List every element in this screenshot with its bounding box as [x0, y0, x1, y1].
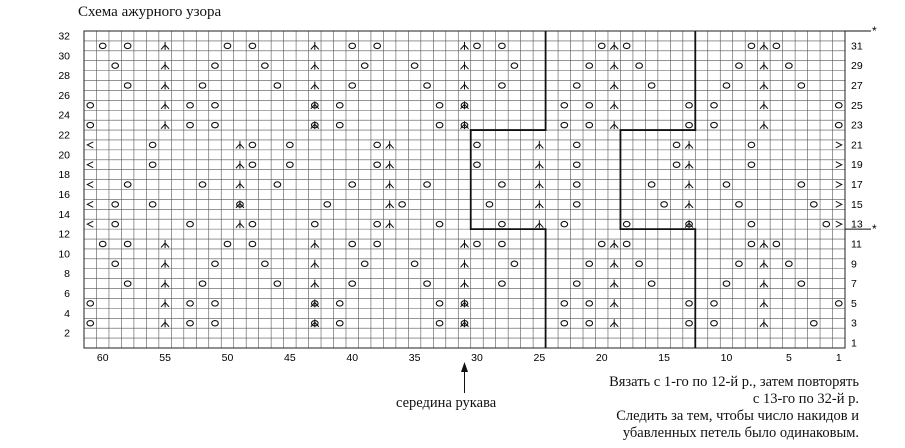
central-decrease-symbol	[461, 240, 469, 248]
central-decrease-symbol	[760, 319, 768, 327]
yarn-over-symbol	[823, 221, 830, 226]
yarn-over-symbol	[249, 162, 256, 167]
column-label: 25	[533, 352, 546, 364]
edge-decrease-symbol	[836, 221, 842, 227]
yarn-over-symbol	[736, 261, 743, 266]
yarn-over-symbol	[212, 301, 219, 306]
row-label-left: 6	[64, 288, 70, 301]
yarn-over-symbol	[499, 241, 506, 246]
yarn-over-symbol	[573, 162, 580, 167]
yarn-over-symbol	[349, 182, 356, 187]
yarn-over-symbol	[212, 261, 219, 266]
yarn-over-symbol	[212, 103, 219, 108]
yarn-over-symbol	[673, 162, 680, 167]
yarn-over-symbol	[573, 83, 580, 88]
yarn-over-symbol	[511, 261, 518, 266]
central-decrease-symbol	[610, 319, 618, 327]
yarn-over-symbol	[511, 63, 518, 68]
column-label: 5	[785, 352, 792, 364]
central-decrease-symbol	[161, 319, 169, 327]
central-decrease-symbol	[161, 280, 169, 288]
central-decrease-symbol	[461, 260, 469, 268]
yarn-over-symbol	[411, 63, 418, 68]
yarn-over-symbol	[648, 83, 655, 88]
central-decrease-symbol	[386, 161, 394, 169]
central-decrease-symbol	[386, 220, 394, 228]
row-label-left: 4	[64, 307, 70, 320]
yarn-over-symbol	[374, 221, 381, 226]
yarn-over-symbol	[748, 142, 755, 147]
yarn-over-symbol	[561, 321, 568, 326]
row-label-right: 3	[851, 317, 857, 330]
yarn-over-symbol	[499, 281, 506, 286]
central-decrease-symbol	[311, 260, 319, 268]
yarn-over-symbol	[112, 202, 119, 207]
central-decrease-symbol	[311, 240, 319, 248]
central-decrease-symbol	[461, 81, 469, 89]
column-label: 30	[471, 352, 483, 364]
edge-decrease-symbol	[87, 182, 93, 188]
central-decrease-symbol	[236, 220, 244, 228]
yarn-over-symbol	[798, 281, 805, 286]
yarn-over-symbol	[499, 83, 506, 88]
yarn-over-symbol	[274, 281, 281, 286]
yarn-over-symbol	[474, 162, 481, 167]
central-decrease-symbol	[236, 161, 244, 169]
yarn-over-symbol	[573, 182, 580, 187]
yarn-over-symbol	[187, 122, 194, 127]
row-label-right: 5	[851, 297, 857, 310]
edge-decrease-symbol	[836, 162, 842, 168]
yarn-over-symbol	[686, 103, 693, 108]
chart-title: Схема ажурного узора	[78, 4, 222, 20]
yarn-over-symbol	[436, 122, 443, 127]
yarn-over-symbol	[262, 261, 269, 266]
yarn-over-symbol	[573, 142, 580, 147]
yarn-over-symbol	[349, 281, 356, 286]
central-decrease-symbol	[610, 62, 618, 70]
yarn-over-symbol	[124, 182, 131, 187]
yarn-over-symbol	[374, 142, 381, 147]
yarn-over-symbol	[212, 321, 219, 326]
yarn-over-symbol	[736, 63, 743, 68]
column-label: 1	[835, 352, 842, 364]
yarn-over-symbol	[87, 103, 94, 108]
yarn-over-symbol	[249, 241, 256, 246]
yarn-over-symbol	[249, 142, 256, 147]
row-label-right: 27	[851, 79, 863, 92]
central-decrease-symbol	[610, 260, 618, 268]
yarn-over-symbol	[636, 63, 643, 68]
central-decrease-symbol	[760, 240, 768, 248]
central-decrease-symbol	[311, 280, 319, 288]
yarn-over-symbol	[374, 162, 381, 167]
yarn-over-symbol	[499, 221, 506, 226]
yarn-over-symbol	[112, 221, 119, 226]
row-label-left: 14	[58, 208, 70, 221]
central-decrease-symbol	[161, 260, 169, 268]
yarn-over-symbol	[811, 202, 818, 207]
yarn-over-symbol	[212, 63, 219, 68]
central-decrease-symbol	[610, 81, 618, 89]
column-label: 35	[408, 352, 421, 364]
yarn-over-symbol	[748, 241, 755, 246]
repeat-marker-star: *	[872, 24, 877, 38]
yarn-over-symbol	[149, 162, 156, 167]
central-decrease-symbol	[161, 299, 169, 307]
central-decrease-symbol	[386, 141, 394, 149]
central-decrease-symbol	[236, 141, 244, 149]
yarn-over-symbol	[224, 43, 231, 48]
yarn-over-symbol	[374, 241, 381, 246]
yarn-over-symbol	[686, 122, 693, 127]
note-line-2: с 13-го по 32-й р.	[752, 391, 859, 407]
yarn-over-symbol	[723, 281, 730, 286]
yarn-over-symbol	[499, 43, 506, 48]
yarn-over-symbol	[187, 321, 194, 326]
edge-decrease-symbol	[87, 142, 93, 148]
yarn-over-symbol	[436, 221, 443, 226]
column-label: 60	[96, 352, 109, 364]
central-decrease-symbol	[535, 181, 543, 189]
central-decrease-symbol	[535, 220, 543, 228]
column-label: 10	[720, 352, 733, 364]
central-decrease-symbol	[311, 42, 319, 50]
row-label-left: 10	[58, 248, 70, 261]
central-decrease-symbol	[610, 240, 618, 248]
sleeve-middle-arrowhead	[461, 362, 468, 372]
yarn-over-symbol	[349, 83, 356, 88]
row-label-right: 15	[851, 198, 863, 211]
edge-decrease-symbol	[836, 182, 842, 188]
yarn-over-symbol	[249, 221, 256, 226]
column-label: 20	[595, 352, 608, 364]
central-decrease-symbol	[535, 200, 543, 208]
yarn-over-symbol	[149, 202, 156, 207]
edge-decrease-symbol	[87, 221, 93, 227]
yarn-over-symbol	[424, 83, 431, 88]
central-decrease-symbol	[610, 280, 618, 288]
column-label: 40	[346, 352, 359, 364]
row-label-right: 31	[851, 40, 863, 53]
yarn-over-symbol	[349, 241, 356, 246]
yarn-over-symbol	[835, 103, 842, 108]
yarn-over-symbol	[436, 321, 443, 326]
yarn-over-symbol	[561, 221, 568, 226]
yarn-over-symbol	[835, 122, 842, 127]
central-decrease-symbol	[161, 81, 169, 89]
yarn-over-symbol	[648, 182, 655, 187]
yarn-over-symbol	[723, 182, 730, 187]
yarn-over-symbol	[349, 43, 356, 48]
yarn-over-symbol	[436, 103, 443, 108]
yarn-over-symbol	[124, 43, 131, 48]
row-label-right: 13	[851, 218, 863, 231]
yarn-over-symbol	[274, 83, 281, 88]
central-decrease-symbol	[760, 260, 768, 268]
yarn-over-symbol	[773, 43, 780, 48]
central-decrease-symbol	[461, 280, 469, 288]
row-label-left: 16	[58, 188, 70, 201]
central-decrease-symbol	[461, 62, 469, 70]
yarn-over-symbol	[399, 202, 406, 207]
yarn-over-symbol	[623, 221, 630, 226]
central-decrease-symbol	[161, 101, 169, 109]
yarn-over-symbol	[212, 122, 219, 127]
instructions-note	[459, 374, 859, 442]
central-decrease-symbol	[610, 42, 618, 50]
row-label-left: 22	[58, 129, 70, 142]
row-label-left: 24	[58, 109, 70, 122]
yarn-over-symbol	[586, 301, 593, 306]
yarn-over-symbol	[124, 281, 131, 286]
row-label-right: 29	[851, 60, 863, 73]
central-decrease-symbol	[311, 62, 319, 70]
yarn-over-symbol	[424, 281, 431, 286]
central-decrease-symbol	[685, 200, 693, 208]
yarn-over-symbol	[149, 142, 156, 147]
yarn-over-symbol	[598, 43, 605, 48]
yarn-over-symbol	[686, 301, 693, 306]
yarn-over-symbol	[187, 103, 194, 108]
note-line-4: убавленных петель было одинаковым.	[622, 425, 859, 441]
yarn-over-symbol	[112, 261, 119, 266]
central-decrease-symbol	[760, 280, 768, 288]
yarn-over-symbol	[786, 63, 793, 68]
row-label-left: 18	[58, 169, 70, 182]
yarn-over-symbol	[811, 321, 818, 326]
column-label: 55	[159, 352, 171, 364]
row-label-left: 30	[58, 50, 70, 63]
yarn-over-symbol	[748, 43, 755, 48]
central-decrease-symbol	[760, 299, 768, 307]
yarn-over-symbol	[598, 241, 605, 246]
note-line-1: Вязать с 1-го по 12-й р., затем повторять	[609, 374, 859, 390]
yarn-over-symbol	[199, 182, 206, 187]
yarn-over-symbol	[711, 122, 718, 127]
row-label-right: 25	[851, 99, 863, 112]
yarn-over-symbol	[199, 281, 206, 286]
yarn-over-symbol	[786, 261, 793, 266]
yarn-over-symbol	[586, 63, 593, 68]
yarn-over-symbol	[336, 103, 343, 108]
yarn-over-symbol	[561, 103, 568, 108]
yarn-over-symbol	[748, 162, 755, 167]
central-decrease-symbol	[311, 81, 319, 89]
yarn-over-symbol	[187, 301, 194, 306]
yarn-over-symbol	[199, 83, 206, 88]
yarn-over-symbol	[499, 182, 506, 187]
row-label-left: 12	[58, 228, 70, 241]
yarn-over-symbol	[374, 43, 381, 48]
note-line-3: Следить за тем, чтобы число накидов и	[616, 408, 859, 424]
yarn-over-symbol	[623, 43, 630, 48]
yarn-over-symbol	[586, 122, 593, 127]
row-label-left: 8	[64, 268, 70, 281]
edge-decrease-symbol	[836, 201, 842, 207]
row-label-left: 32	[58, 30, 70, 43]
central-decrease-symbol	[685, 141, 693, 149]
column-label: 45	[284, 352, 296, 364]
yarn-over-symbol	[736, 202, 743, 207]
yarn-over-symbol	[87, 301, 94, 306]
central-decrease-symbol	[610, 121, 618, 129]
central-decrease-symbol	[386, 200, 394, 208]
central-decrease-symbol	[535, 141, 543, 149]
yarn-over-symbol	[87, 122, 94, 127]
central-decrease-symbol	[535, 161, 543, 169]
yarn-over-symbol	[311, 221, 318, 226]
yarn-over-symbol	[748, 221, 755, 226]
row-label-left: 2	[64, 327, 70, 340]
yarn-over-symbol	[586, 103, 593, 108]
central-decrease-symbol	[236, 181, 244, 189]
yarn-over-symbol	[723, 83, 730, 88]
yarn-over-symbol	[586, 261, 593, 266]
yarn-over-symbol	[112, 63, 119, 68]
yarn-over-symbol	[324, 202, 331, 207]
central-decrease-symbol	[760, 42, 768, 50]
yarn-over-symbol	[561, 122, 568, 127]
yarn-over-symbol	[187, 221, 194, 226]
yarn-over-symbol	[424, 182, 431, 187]
column-label: 15	[658, 352, 670, 364]
yarn-over-symbol	[623, 241, 630, 246]
yarn-over-symbol	[573, 281, 580, 286]
central-decrease-symbol	[161, 62, 169, 70]
column-label: 50	[221, 352, 234, 364]
row-label-right: 11	[851, 238, 862, 251]
yarn-over-symbol	[561, 301, 568, 306]
yarn-over-symbol	[99, 43, 106, 48]
yarn-over-symbol	[336, 321, 343, 326]
yarn-over-symbol	[835, 301, 842, 306]
yarn-over-symbol	[436, 301, 443, 306]
central-decrease-symbol	[685, 161, 693, 169]
yarn-over-symbol	[274, 182, 281, 187]
yarn-over-symbol	[124, 83, 131, 88]
yarn-over-symbol	[361, 261, 368, 266]
sleeve-middle-label: середина рукава	[396, 395, 497, 411]
row-label-right: 17	[851, 179, 863, 192]
yarn-over-symbol	[361, 63, 368, 68]
central-decrease-symbol	[760, 121, 768, 129]
central-decrease-symbol	[161, 42, 169, 50]
central-decrease-symbol	[685, 181, 693, 189]
edge-decrease-symbol	[87, 162, 93, 168]
yarn-over-symbol	[336, 122, 343, 127]
yarn-over-symbol	[249, 43, 256, 48]
yarn-over-symbol	[336, 301, 343, 306]
row-label-left: 20	[58, 149, 70, 162]
row-label-right: 1	[851, 337, 857, 350]
yarn-over-symbol	[711, 321, 718, 326]
yarn-over-symbol	[474, 241, 481, 246]
yarn-over-symbol	[87, 321, 94, 326]
yarn-over-symbol	[711, 301, 718, 306]
central-decrease-symbol	[161, 121, 169, 129]
row-label-left: 28	[58, 70, 70, 83]
edge-decrease-symbol	[87, 201, 93, 207]
yarn-over-symbol	[686, 321, 693, 326]
yarn-over-symbol	[99, 241, 106, 246]
row-label-right: 7	[851, 278, 857, 291]
yarn-over-symbol	[636, 261, 643, 266]
central-decrease-symbol	[760, 62, 768, 70]
central-decrease-symbol	[461, 42, 469, 50]
yarn-over-symbol	[474, 142, 481, 147]
row-label-right: 9	[851, 258, 857, 271]
yarn-over-symbol	[773, 241, 780, 246]
yarn-over-symbol	[573, 202, 580, 207]
central-decrease-symbol	[610, 299, 618, 307]
yarn-over-symbol	[798, 83, 805, 88]
central-decrease-symbol	[161, 240, 169, 248]
yarn-over-symbol	[124, 241, 131, 246]
central-decrease-symbol	[386, 181, 394, 189]
repeat-marker-star: *	[872, 222, 877, 237]
yarn-over-symbol	[586, 321, 593, 326]
yarn-over-symbol	[486, 202, 493, 207]
yarn-over-symbol	[798, 182, 805, 187]
central-decrease-symbol	[760, 81, 768, 89]
yarn-over-symbol	[411, 261, 418, 266]
central-decrease-symbol	[760, 101, 768, 109]
yarn-over-symbol	[224, 241, 231, 246]
central-decrease-symbol	[610, 101, 618, 109]
yarn-over-symbol	[648, 281, 655, 286]
yarn-over-symbol	[262, 63, 269, 68]
row-label-right: 21	[851, 139, 863, 152]
row-label-left: 26	[58, 89, 70, 102]
yarn-over-symbol	[287, 162, 294, 167]
yarn-over-symbol	[287, 142, 294, 147]
yarn-over-symbol	[711, 103, 718, 108]
yarn-over-symbol	[661, 202, 668, 207]
yarn-over-symbol	[673, 142, 680, 147]
row-label-right: 23	[851, 119, 863, 132]
yarn-over-symbol	[474, 43, 481, 48]
edge-decrease-symbol	[836, 142, 842, 148]
row-label-right: 19	[851, 159, 863, 172]
